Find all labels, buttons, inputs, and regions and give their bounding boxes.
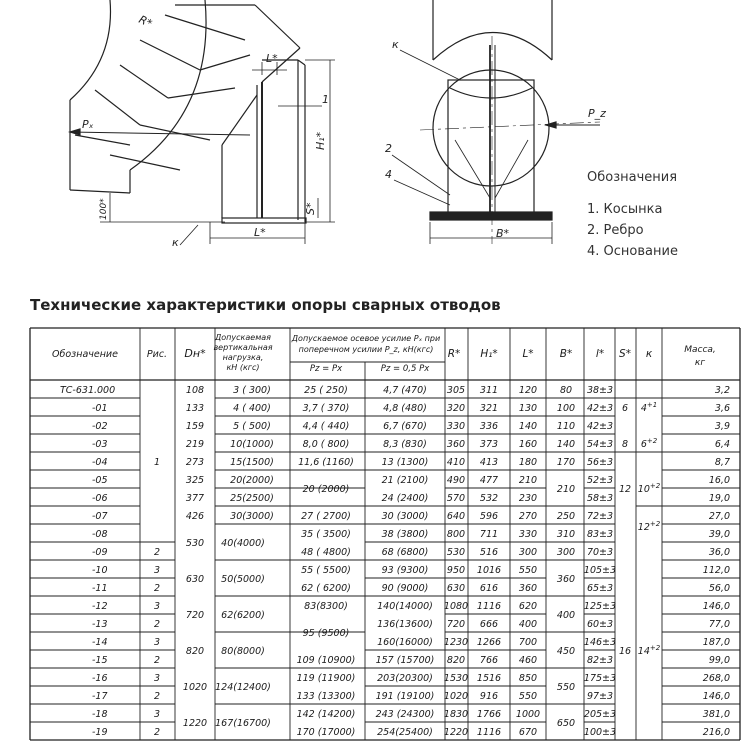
row-10-mass: 112,0 bbox=[702, 565, 730, 576]
row-14-mass: 187,0 bbox=[702, 637, 730, 648]
header-axial-line2: поперечном усилии P_z, кН(кгс) bbox=[298, 345, 434, 354]
row-1-p1: 3,7 ( 370) bbox=[302, 403, 350, 414]
row-8-R: 800 bbox=[446, 529, 466, 540]
row-19-des: -19 bbox=[92, 727, 108, 738]
row-15-fig: 2 bbox=[153, 655, 161, 666]
label-gusset-1: 1 bbox=[322, 93, 329, 106]
row-0-des: ТС-631.000 bbox=[60, 385, 116, 396]
row-9-R: 530 bbox=[446, 547, 466, 558]
row-16-des: -16 bbox=[92, 673, 108, 684]
label-B: B* bbox=[496, 227, 510, 240]
header-mass-line2: кг bbox=[694, 358, 706, 368]
row-2-load: 5 ( 500) bbox=[233, 421, 271, 432]
row-8-L: 330 bbox=[518, 529, 538, 540]
row-0-l: 38±3 bbox=[586, 385, 614, 396]
merged-k-a-sup: +1 bbox=[646, 401, 658, 409]
header-pz-half: Pz = 0,5 Px bbox=[380, 364, 430, 374]
row-3-H: 373 bbox=[479, 439, 499, 450]
row-19-H: 1116 bbox=[476, 727, 502, 738]
merged-dn-16-17: 1020 bbox=[182, 682, 208, 693]
header-dn: Dн* bbox=[184, 347, 206, 360]
merged-S-b: 8 bbox=[621, 439, 629, 450]
row-16-L: 850 bbox=[518, 673, 538, 684]
merged-p1-05-06: 20 (2000) bbox=[302, 484, 350, 495]
row-19-fig: 2 bbox=[153, 727, 161, 738]
merged-B-05-06: 210 bbox=[556, 484, 576, 495]
row-4-l: 56±3 bbox=[586, 457, 614, 468]
header-L: L* bbox=[522, 348, 534, 360]
merged-load-12-13: 62(6200) bbox=[221, 610, 265, 621]
row-4-R: 410 bbox=[446, 457, 466, 468]
row-12-H: 1116 bbox=[476, 601, 502, 612]
row-11-des: -11 bbox=[92, 583, 108, 594]
row-5-R: 490 bbox=[446, 475, 466, 486]
merged-B-10-11: 360 bbox=[556, 574, 576, 585]
header-l: l* bbox=[595, 348, 605, 360]
row-18-l: 205±3 bbox=[583, 709, 617, 720]
row-7-mass: 27,0 bbox=[708, 511, 730, 522]
header-load-line4: кН (кгс) bbox=[226, 363, 260, 372]
row-10-p1: 55 ( 5500) bbox=[301, 565, 351, 576]
legend-item-4: 4. Основание bbox=[587, 244, 678, 259]
header-S: S* bbox=[619, 348, 631, 360]
header-fig: Рис. bbox=[146, 349, 168, 360]
row-0-p2: 4,7 (470) bbox=[383, 385, 427, 396]
row-1-R: 320 bbox=[446, 403, 466, 414]
row-13-fig: 2 bbox=[153, 619, 161, 630]
row-5-des: -05 bbox=[92, 475, 108, 486]
row-0-p1: 25 ( 250) bbox=[304, 385, 348, 396]
row-3-L: 160 bbox=[518, 439, 538, 450]
header-axial-line1: Допускаемое осевое усилие Pₓ при bbox=[291, 334, 441, 343]
row-19-mass: 216,0 bbox=[702, 727, 730, 738]
merged-k-e: $14^{+2}$ bbox=[637, 644, 661, 657]
row-0-dn: 108 bbox=[185, 385, 205, 396]
row-7-p2: 30 (3000) bbox=[381, 511, 429, 522]
row-6-load: 25(2500) bbox=[230, 493, 274, 504]
row-7-des: -07 bbox=[92, 511, 108, 522]
row-1-p2: 4,8 (480) bbox=[383, 403, 427, 414]
label-L-base: L* bbox=[254, 226, 266, 239]
row-16-p2: 203(20300) bbox=[377, 673, 433, 684]
row-13-H: 666 bbox=[479, 619, 499, 630]
row-10-L: 550 bbox=[518, 565, 538, 576]
row-18-H: 1766 bbox=[476, 709, 502, 720]
merged-S-a: 6 bbox=[621, 403, 629, 414]
label-base-4: 4 bbox=[385, 168, 392, 181]
row-8-p1: 35 ( 3500) bbox=[301, 529, 351, 540]
row-8-l: 83±3 bbox=[586, 529, 614, 540]
label-k-left: к bbox=[172, 236, 179, 249]
label-rib-2: 2 bbox=[385, 142, 392, 155]
row-0-H: 311 bbox=[479, 385, 499, 396]
row-15-p2: 157 (15700) bbox=[375, 655, 435, 666]
row-14-l: 146±3 bbox=[583, 637, 617, 648]
row-13-des: -13 bbox=[92, 619, 108, 630]
merged-load-18-19: 167(16700) bbox=[215, 718, 271, 729]
merged-load-14-15: 80(8000) bbox=[221, 646, 265, 657]
row-2-R: 330 bbox=[446, 421, 466, 432]
row-2-dn: 159 bbox=[185, 421, 205, 432]
row-14-p2: 160(16000) bbox=[377, 637, 433, 648]
label-Pz: P_z bbox=[588, 107, 606, 120]
row-11-H: 616 bbox=[479, 583, 499, 594]
legend-title: Обозначения bbox=[587, 170, 678, 185]
row-8-B: 310 bbox=[556, 529, 576, 540]
row-14-L: 700 bbox=[518, 637, 538, 648]
header-B: B* bbox=[559, 348, 573, 360]
row-16-fig: 3 bbox=[153, 673, 161, 684]
row-18-mass: 381,0 bbox=[702, 709, 730, 720]
label-100: 100* bbox=[99, 198, 109, 220]
row-11-p2: 90 (9000) bbox=[381, 583, 429, 594]
row-8-mass: 39,0 bbox=[708, 529, 730, 540]
merged-k-c-sup: +2 bbox=[649, 482, 661, 490]
row-19-p2: 254(25400) bbox=[377, 727, 433, 738]
merged-dn-14-15: 820 bbox=[185, 646, 205, 657]
merged-dn-10-11: 630 bbox=[185, 574, 205, 585]
row-9-H: 516 bbox=[479, 547, 499, 558]
merged-dn-08-09: 530 bbox=[185, 538, 205, 549]
row-3-l: 54±3 bbox=[586, 439, 614, 450]
row-1-des: -01 bbox=[92, 403, 108, 414]
row-11-l: 65±3 bbox=[586, 583, 614, 594]
row-17-p1: 133 (13300) bbox=[296, 691, 356, 702]
row-13-l: 60±3 bbox=[586, 619, 614, 630]
row-15-H: 766 bbox=[479, 655, 499, 666]
row-14-R: 1230 bbox=[443, 637, 469, 648]
row-6-L: 230 bbox=[518, 493, 538, 504]
row-5-load: 20(2000) bbox=[230, 475, 274, 486]
row-4-p2: 13 (1300) bbox=[381, 457, 429, 468]
row-2-H: 336 bbox=[479, 421, 499, 432]
row-12-des: -12 bbox=[92, 601, 108, 612]
row-16-l: 175±3 bbox=[583, 673, 617, 684]
merged-k-d: $12^{+2}$ bbox=[637, 520, 661, 533]
merged-k-b-sup: +2 bbox=[646, 437, 658, 445]
header-k: к bbox=[645, 348, 653, 360]
row-10-p2: 93 (9300) bbox=[381, 565, 429, 576]
row-2-l: 42±3 bbox=[586, 421, 614, 432]
row-1-load: 4 ( 400) bbox=[233, 403, 271, 414]
row-5-mass: 16,0 bbox=[708, 475, 730, 486]
row-3-R: 360 bbox=[446, 439, 466, 450]
row-4-B: 170 bbox=[556, 457, 576, 468]
legend-item-1: 1. Косынка bbox=[587, 202, 663, 217]
row-6-p2: 24 (2400) bbox=[381, 493, 429, 504]
row-17-mass: 146,0 bbox=[702, 691, 730, 702]
row-0-R: 305 bbox=[446, 385, 466, 396]
row-3-des: -03 bbox=[92, 439, 108, 450]
label-Px: Pₓ bbox=[82, 118, 94, 131]
merged-S-d: 16 bbox=[618, 646, 632, 657]
header-pz-eq-px: Pz = Px bbox=[309, 364, 343, 374]
row-5-L: 210 bbox=[518, 475, 538, 486]
row-5-dn: 325 bbox=[185, 475, 205, 486]
row-16-R: 1530 bbox=[443, 673, 469, 684]
row-18-p2: 243 (24300) bbox=[375, 709, 435, 720]
merged-k-e-sup: +2 bbox=[649, 644, 661, 652]
row-9-mass: 36,0 bbox=[708, 547, 730, 558]
row-11-mass: 56,0 bbox=[708, 583, 730, 594]
row-16-p1: 119 (11900) bbox=[296, 673, 356, 684]
table-title: Технические характеристики опоры сварных отводов bbox=[30, 296, 501, 314]
row-2-L: 140 bbox=[518, 421, 538, 432]
row-8-H: 711 bbox=[479, 529, 499, 540]
row-10-R: 950 bbox=[446, 565, 466, 576]
label-L-small: L* bbox=[266, 52, 278, 65]
row-1-L: 130 bbox=[518, 403, 538, 414]
row-19-L: 670 bbox=[518, 727, 538, 738]
merged-dn-12-13: 720 bbox=[185, 610, 205, 621]
row-15-p1: 109 (10900) bbox=[296, 655, 356, 666]
merged-load-16-17: 124(12400) bbox=[215, 682, 271, 693]
header-load-line3: нагрузка, bbox=[222, 353, 264, 362]
row-12-R: 1080 bbox=[443, 601, 469, 612]
row-4-p1: 11,6 (1160) bbox=[298, 457, 354, 468]
row-2-p2: 6,7 (670) bbox=[383, 421, 427, 432]
row-6-l: 58±3 bbox=[586, 493, 614, 504]
row-15-mass: 99,0 bbox=[708, 655, 730, 666]
row-10-des: -10 bbox=[92, 565, 108, 576]
row-13-p2: 136(13600) bbox=[377, 619, 433, 630]
row-15-des: -15 bbox=[92, 655, 108, 666]
row-14-H: 1266 bbox=[476, 637, 502, 648]
row-9-p2: 68 (6800) bbox=[381, 547, 429, 558]
header-H1: H₁* bbox=[480, 348, 498, 360]
row-17-p2: 191 (19100) bbox=[375, 691, 435, 702]
row-18-fig: 3 bbox=[153, 709, 161, 720]
row-14-fig: 3 bbox=[153, 637, 161, 648]
merged-load-08-09: 40(4000) bbox=[221, 538, 265, 549]
row-15-L: 460 bbox=[518, 655, 538, 666]
row-18-R: 1830 bbox=[443, 709, 469, 720]
row-17-H: 916 bbox=[479, 691, 499, 702]
row-14-des: -14 bbox=[92, 637, 108, 648]
row-19-R: 1220 bbox=[443, 727, 469, 738]
row-10-H: 1016 bbox=[476, 565, 502, 576]
row-6-mass: 19,0 bbox=[708, 493, 730, 504]
merged-S-c: 12 bbox=[618, 484, 632, 495]
row-5-l: 52±3 bbox=[586, 475, 614, 486]
row-4-fig: 1 bbox=[153, 457, 161, 468]
row-11-p1: 62 ( 6200) bbox=[301, 583, 351, 594]
header-designation: Обозначение bbox=[52, 349, 118, 360]
row-17-des: -17 bbox=[92, 691, 108, 702]
legend-item-2: 2. Ребро bbox=[587, 223, 644, 238]
row-3-load: 10(1000) bbox=[230, 439, 274, 450]
row-19-l: 100±3 bbox=[583, 727, 617, 738]
row-17-R: 1020 bbox=[443, 691, 469, 702]
row-2-B: 110 bbox=[556, 421, 576, 432]
row-11-fig: 2 bbox=[153, 583, 161, 594]
row-4-load: 15(1500) bbox=[230, 457, 274, 468]
merged-k-c: $10^{+2}$ bbox=[637, 482, 661, 495]
row-4-H: 413 bbox=[479, 457, 499, 468]
row-9-l: 70±3 bbox=[586, 547, 614, 558]
row-3-B: 140 bbox=[556, 439, 576, 450]
merged-B-12-13: 400 bbox=[556, 610, 576, 621]
row-4-dn: 273 bbox=[185, 457, 205, 468]
row-18-des: -18 bbox=[92, 709, 108, 720]
row-7-l: 72±3 bbox=[586, 511, 614, 522]
row-5-H: 477 bbox=[479, 475, 499, 486]
row-16-H: 1516 bbox=[476, 673, 502, 684]
row-15-R: 820 bbox=[446, 655, 466, 666]
row-3-p1: 8,0 ( 800) bbox=[302, 439, 350, 450]
row-7-B: 250 bbox=[556, 511, 576, 522]
row-2-mass: 3,9 bbox=[714, 421, 730, 432]
row-11-L: 360 bbox=[518, 583, 538, 594]
row-7-load: 30(3000) bbox=[230, 511, 274, 522]
row-0-L: 120 bbox=[518, 385, 538, 396]
row-11-R: 630 bbox=[446, 583, 466, 594]
merged-k-d-sup: +2 bbox=[649, 520, 661, 528]
label-H1: H₁* bbox=[314, 131, 327, 150]
row-0-mass: 3,2 bbox=[714, 385, 730, 396]
row-12-p1: 83(8300) bbox=[304, 601, 348, 612]
row-7-H: 596 bbox=[479, 511, 499, 522]
header-load-line1: Допускаемая bbox=[215, 333, 271, 342]
row-3-p2: 8,3 (830) bbox=[383, 439, 427, 450]
row-12-fig: 3 bbox=[153, 601, 161, 612]
row-1-B: 100 bbox=[556, 403, 576, 414]
row-1-l: 42±3 bbox=[586, 403, 614, 414]
row-8-p2: 38 (3800) bbox=[381, 529, 429, 540]
merged-B-18-19: 650 bbox=[556, 718, 576, 729]
row-7-L: 270 bbox=[518, 511, 538, 522]
merged-k-b: $6^{+2}$ bbox=[640, 437, 658, 450]
row-9-des: -09 bbox=[92, 547, 108, 558]
row-1-mass: 3,6 bbox=[714, 403, 730, 414]
row-16-mass: 268,0 bbox=[702, 673, 730, 684]
row-3-dn: 219 bbox=[185, 439, 205, 450]
row-1-dn: 133 bbox=[185, 403, 205, 414]
row-17-L: 550 bbox=[518, 691, 538, 702]
row-9-B: 300 bbox=[556, 547, 576, 558]
row-17-fig: 2 bbox=[153, 691, 161, 702]
row-1-H: 321 bbox=[479, 403, 499, 414]
header-R: R* bbox=[447, 348, 461, 360]
row-10-fig: 3 bbox=[153, 565, 161, 576]
row-0-load: 3 ( 300) bbox=[233, 385, 271, 396]
row-12-l: 125±3 bbox=[583, 601, 617, 612]
row-13-L: 400 bbox=[518, 619, 538, 630]
row-15-l: 82±3 bbox=[586, 655, 614, 666]
row-9-L: 300 bbox=[518, 547, 538, 558]
row-7-R: 640 bbox=[446, 511, 466, 522]
row-13-R: 720 bbox=[446, 619, 466, 630]
row-19-p1: 170 (17000) bbox=[296, 727, 356, 738]
row-6-des: -06 bbox=[92, 493, 108, 504]
merged-p1-12-13: 95 (9500) bbox=[302, 628, 350, 639]
row-3-mass: 6,4 bbox=[714, 439, 730, 450]
merged-load-10-11: 50(5000) bbox=[221, 574, 265, 585]
label-S: S* bbox=[304, 202, 317, 215]
row-13-mass: 77,0 bbox=[708, 619, 730, 630]
header-mass-line1: Масса, bbox=[684, 345, 716, 355]
row-6-R: 570 bbox=[446, 493, 466, 504]
merged-B-16-17: 550 bbox=[556, 682, 576, 693]
row-7-p1: 27 ( 2700) bbox=[301, 511, 351, 522]
row-5-p2: 21 (2100) bbox=[381, 475, 429, 486]
row-12-mass: 146,0 bbox=[702, 601, 730, 612]
row-12-p2: 140(14000) bbox=[377, 601, 433, 612]
row-17-l: 97±3 bbox=[586, 691, 614, 702]
header-load-line2: вертикальная bbox=[213, 343, 273, 352]
row-18-L: 1000 bbox=[515, 709, 541, 720]
merged-dn-18-19: 1220 bbox=[182, 718, 208, 729]
row-8-des: -08 bbox=[92, 529, 108, 540]
row-6-H: 532 bbox=[479, 493, 499, 504]
row-4-L: 180 bbox=[518, 457, 538, 468]
row-4-des: -04 bbox=[92, 457, 108, 468]
row-0-B: 80 bbox=[559, 385, 573, 396]
row-6-dn: 377 bbox=[185, 493, 205, 504]
row-12-L: 620 bbox=[518, 601, 538, 612]
merged-k-a: $4^{+1}$ bbox=[640, 401, 658, 414]
label-k-right: к bbox=[392, 38, 399, 51]
row-9-fig: 2 bbox=[153, 547, 161, 558]
row-7-dn: 426 bbox=[185, 511, 205, 522]
row-10-l: 105±3 bbox=[583, 565, 617, 576]
row-4-mass: 8,7 bbox=[714, 457, 730, 468]
row-2-des: -02 bbox=[92, 421, 108, 432]
label-R: R* bbox=[136, 12, 155, 31]
merged-B-14-15: 450 bbox=[556, 646, 576, 657]
row-2-p1: 4,4 ( 440) bbox=[302, 421, 350, 432]
row-9-p1: 48 ( 4800) bbox=[301, 547, 351, 558]
row-18-p1: 142 (14200) bbox=[296, 709, 356, 720]
